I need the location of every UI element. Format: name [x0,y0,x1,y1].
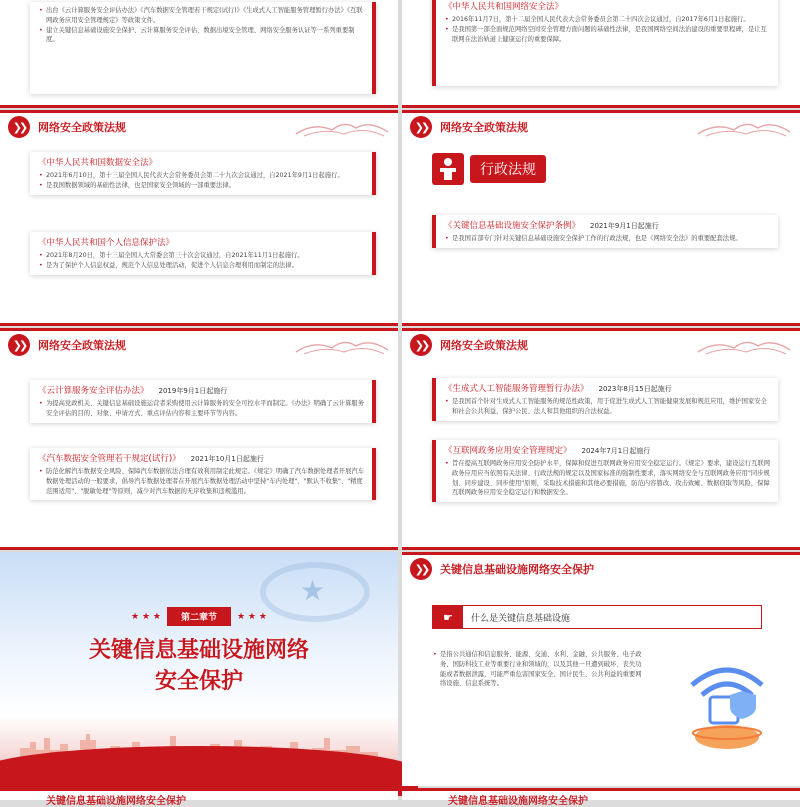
slide-ai-egov-rules[interactable] [402,328,800,550]
slide-title: 关键信息基础设施网络安全保护 [448,796,588,807]
bullet: • 是我国第一部全面规范网络空间安全管理方面问题的基础性法律，是我国网络空间法治建设的重要里程碑，是让互联网在法治轨道上健康运行的重要保障。 [444,25,770,45]
top-bar [0,328,398,331]
slide-title: 网络安全政策法规 [440,121,528,134]
definition-text-block [432,650,642,689]
admin-regulations-title: 行政法规 [470,155,546,183]
slide-header [410,558,594,580]
slide-policy-docs[interactable] [0,0,398,108]
slide-header [410,334,528,356]
egov-app-card [432,440,778,502]
top-bar [0,110,398,113]
cloud-ornament [294,336,390,356]
top-bar [402,110,800,113]
card-title: 《中华人民共和国个人信息保护法》 [38,238,175,248]
bullet: • 为提高党政机关、关键信息基础设施运营者采购使用云计算服务的安全可控水平而制定。《办法》明确了云计算服务安全评估的目的、对象、申请方式、重点评估内容和主要环节等内容。 [38,399,364,419]
bullet: • 是为了保护个人信息权益，规范个人信息处理活动，促进个人信息合理利用而制定的法律。 [38,261,364,271]
bottom-bar [402,105,800,108]
chevron-right-icon: ❯❯ [8,334,30,356]
bullet: • 是我国首部专门针对关键信息基础设施安全保护工作的行政法规，也是《网络安全法》的重要配套法规。 [444,234,770,244]
slide-title: 网络安全政策法规 [38,121,126,134]
slide-cii-definition[interactable] [402,552,800,786]
shield-icon [672,645,782,755]
card-title-text: 《云计算服务安全评估办法》 [38,386,149,396]
slide-cii-next[interactable] [0,788,398,807]
chapter-badge-row [0,607,398,626]
card-title-text: 《汽车数据安全管理若干规定(试行)》 [38,454,181,464]
card-title-text: 《生成式人工智能服务管理暂行办法》 [444,384,589,394]
auto-data-card [30,448,376,500]
gen-ai-card [432,378,778,421]
star-icon: ★ ★ ★ [237,611,267,622]
card-title [444,444,770,456]
slide-cii-next-2[interactable] [402,788,800,807]
bullet: • 是指公共通信和信息服务、能源、交通、水利、金融、公共服务、电子政务、国防科技工业等重要行业和领域的，以及其他一旦遭到破坏、丧失功能或者数据泄露，可能严重危害国家安全、国计民生、公共利益的重要网络设施、信息系统等。 [432,650,642,689]
chevron-right-icon: ❯❯ [410,334,432,356]
bullet: • 是我国数据领域的基础性法律，也是国家安全领域的一部重要法律。 [38,181,364,191]
slide-title: 网络安全政策法规 [440,339,528,352]
effective-date: 2021年10月1日起施行 [190,455,264,463]
sub-header-title: 什么是关键信息基础设施 [471,613,571,624]
bottom-bar [402,323,800,326]
slide-title: 网络安全政策法规 [38,339,126,352]
bullet: • 出台《云计算服务安全评估办法》《汽车数据安全管理若干规定(试行)》《生成式人工智能服务管理暂行办法》《互联网政务应用安全管理规定》等政策文件。 [38,6,364,26]
data-security-law-card [30,152,376,195]
bottom-bar [0,323,398,326]
admin-regulations-label [432,153,546,185]
chapter-badge: 第二章节 [167,607,231,626]
effective-date: 2019年9月1日起施行 [158,387,228,395]
slide-cloud-auto-rules[interactable] [0,328,398,550]
chevron-right-icon: ❯❯ [410,558,432,580]
effective-date: 2023年8月15日起施行 [598,385,672,393]
chevron-right-icon: ❯❯ [410,116,432,138]
top-bar [0,788,398,791]
hand-pointer-icon: ☛ [433,606,463,628]
card-title [38,452,364,464]
cloud-ornament [294,118,390,138]
slide-title: 关键信息基础设施网络安全保护 [440,563,594,576]
bottom-bar [402,547,800,550]
sub-header [432,605,762,629]
chapter-title [0,635,398,697]
bullet: • 旨在提高互联网政务应用安全防护水平，保障和促进互联网政务应用安全稳定运行。《规定》要求，建设运行互联网政务应用应当依照有关法律、行政法规的规定以及国家标准的强制性要求，落实网络安全与互联网政务应用"同步规划、同步建设、同步使用"原则，采取技术措施和其他必要措施，防范内容篡改、攻击致瘫、数据窃取等风险，保障互联网政务应用安全稳定运行和数据安全。 [444,459,770,498]
bullet: • 建立关键信息基础设施安全保护、云计算服务安全评估、数据出境安全管理、网络安全服务认证等一系列重要制度。 [38,26,364,46]
card-title-text: 《关键信息基础设施安全保护条例》 [444,221,581,231]
chapter-title-line2: 安全保护 [154,669,243,694]
podium-speaker-icon [432,153,464,185]
effective-date: 2021年9月1日起施行 [590,222,659,230]
slide-cybersecurity-law[interactable] [402,0,800,108]
slide-data-privacy-laws[interactable] [0,110,398,326]
chevron-right-icon: ❯❯ [8,116,30,138]
bullet: • 2016年11月7日，第十二届全国人民代表大会常务委员会第二十四次会议通过，自2017年6月1日起施行。 [444,15,770,25]
slide-admin-regulations[interactable] [402,110,800,326]
card-title [444,219,770,231]
top-bar [402,788,800,791]
card-title [444,382,770,394]
slide-header [8,334,126,356]
policy-docs-card [30,2,376,94]
personal-info-law-card [30,232,376,275]
slide-header [410,116,528,138]
effective-date: 2024年7月1日起施行 [581,447,651,455]
slide-chapter-two[interactable] [0,552,398,786]
bottom-bar [0,547,398,550]
slide-header [8,116,126,138]
bullet: • 防范化解汽车数据安全风险、保障汽车数据依法合理有效利用制定此规定。《规定》明确了汽车数据处理者开展汽车数据处理活动的一般要求，倡导汽车数据处理者在开展汽车数据处理活动中坚持"车内处理"、"默认不收集"、"精度范围适用"、"脱敏处理"等原则，减少对汽车数据的无序收集和违规滥用。 [38,467,364,496]
top-bar [402,552,800,555]
bullet: • 2021年6月10日，第十三届全国人民代表大会常务委员会第二十九次会议通过，自2021年9月1日起施行。 [38,171,364,181]
card-title: 《中华人民共和国数据安全法》 [38,158,158,168]
star-icon: ★ [300,574,326,607]
cloud-eval-card [30,380,376,423]
bullet: • 是我国首个针对生成式人工智能服务的规范性政策，用于促进生成式人工智能健康发展和规范应用，维护国家安全和社会公共利益，保护公民、法人和其他组织的合法权益。 [444,397,770,417]
cloud-ornament [696,118,792,138]
card-title [38,384,364,396]
cybersecurity-law-card [432,0,778,86]
card-title: 《中华人民共和国网络安全法》 [444,2,564,12]
slide-title: 关键信息基础设施网络安全保护 [46,796,186,807]
cloud-ornament [696,336,792,356]
top-bar [402,328,800,331]
card-title-text: 《互联网政务应用安全管理规定》 [444,446,572,456]
star-icon: ★ ★ ★ [131,611,161,622]
bullet: • 2021年8月20日，第十三届全国人大常委会第三十次会议通过，自2021年11月1日起施行。 [38,251,364,261]
cii-regulation-card [432,215,778,248]
bottom-bar [0,105,398,108]
chapter-title-line1: 关键信息基础设施网络 [88,638,309,663]
